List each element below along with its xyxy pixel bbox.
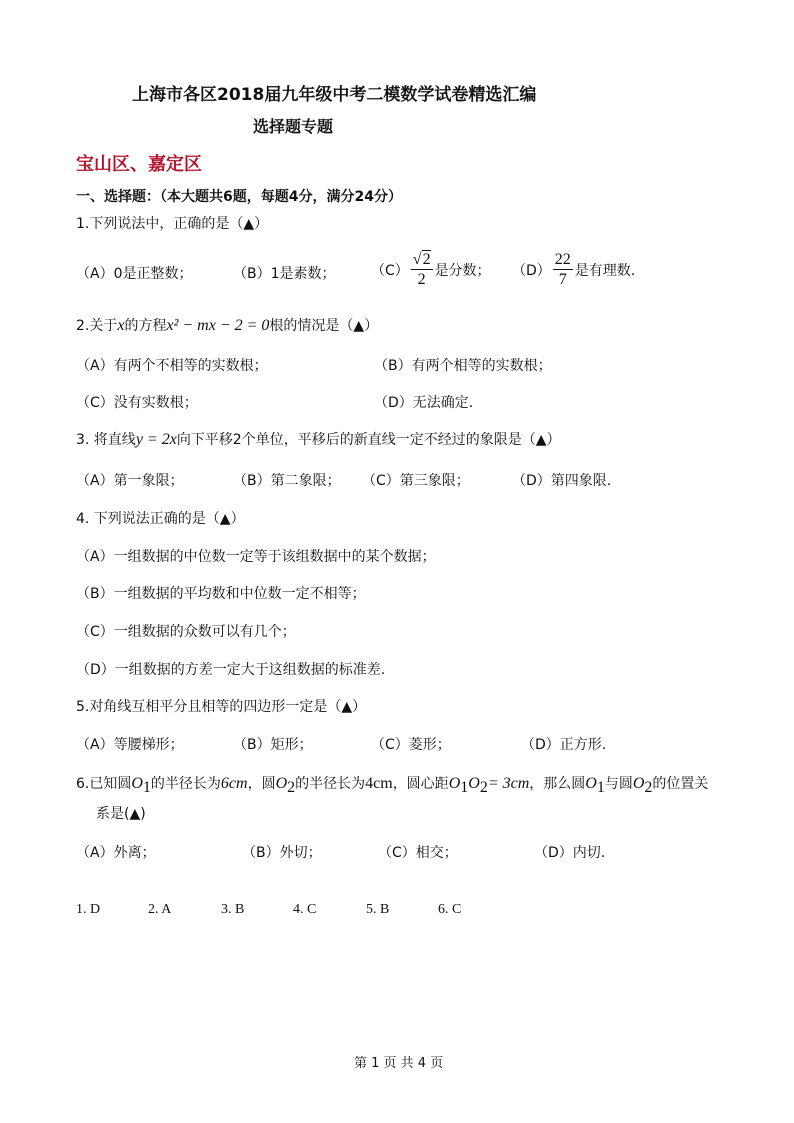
22-over-7-fraction: $\frac{22}{7}$: [554, 251, 571, 288]
sqrt-symbol: √2: [412, 251, 431, 268]
question-6-option-c: （C）相交；: [378, 845, 458, 861]
question-5-stem: 5.对角线互相平分且相等的四边形一定是（▲）: [76, 699, 367, 715]
question-6-option-d: （D）内切.: [534, 845, 606, 861]
question-1-option-d: [512, 250, 635, 289]
question-1-option-c: [371, 250, 491, 289]
answer-1: 1. D: [76, 902, 101, 917]
answer-5: 5. B: [366, 902, 390, 917]
document-subtitle: 选择题专题: [253, 117, 334, 136]
line-equation: y = 2x: [135, 431, 177, 448]
answer-6: 6. C: [438, 902, 462, 917]
question-4-stem: 4. 下列说法正确的是（▲）: [76, 511, 245, 527]
section-heading: 宝山区、嘉定区: [76, 154, 202, 175]
question-4-option-c: （C）一组数据的众数可以有几个；: [76, 624, 296, 640]
option-c-suffix: 是分数；: [434, 262, 491, 279]
question-2-option-d: （D）无法确定.: [374, 395, 474, 411]
question-3-stem: 3. 将直线y = 2x向下平移2个单位，平移后的新直线一定不经过的象限是（▲）: [76, 431, 561, 448]
part-heading: 一、选择题：（本大题共6题，每题4分，满分24分）: [76, 189, 402, 205]
answer-4: 4. C: [293, 902, 317, 917]
option-d-prefix: （D）: [512, 262, 551, 279]
quadratic-equation: x² − mx − 2 = 0: [166, 317, 270, 334]
question-1-option-b: （B）1是素数；: [233, 266, 336, 282]
question-5-option-c: （C）菱形；: [371, 737, 451, 753]
question-3-option-c: （C）第三象限；: [362, 473, 470, 489]
option-c-prefix: （C）: [371, 262, 409, 279]
answer-3: 3. B: [221, 902, 245, 917]
question-1-stem: 1.下列说法中，正确的是（▲）: [76, 216, 269, 232]
question-6-option-b: （B）外切；: [242, 845, 322, 861]
question-6-stem-line-2: 系是(▲): [96, 806, 146, 822]
document-title: 上海市各区2018届九年级中考二模数学试卷精选汇编: [132, 85, 537, 105]
question-2-stem: 2.关于x的方程x² − mx − 2 = 0根的情况是（▲）: [76, 317, 379, 334]
page-footer: 第 1 页 共 4 页: [354, 1056, 444, 1071]
question-4-option-d: （D）一组数据的方差一定大于这组数据的标准差.: [76, 662, 386, 678]
question-3-option-d: （D）第四象限.: [512, 473, 612, 489]
question-6-option-a: （A）外离；: [76, 845, 156, 861]
sqrt2-over-2-fraction: $\frac{√2}{2}$: [412, 251, 431, 288]
question-3-option-a: （A）第一象限；: [76, 473, 184, 489]
question-1-option-a: （A）0是正整数；: [76, 266, 193, 282]
question-5-option-a: （A）等腰梯形；: [76, 737, 184, 753]
question-5-option-b: （B）矩形；: [233, 737, 313, 753]
question-2-option-c: （C）没有实数根；: [76, 395, 198, 411]
option-d-suffix: 是有理数.: [574, 262, 636, 279]
question-6-stem-line-1: 6.已知圆$O_1$的半径长为6cm，圆$O_2$的半径长为4cm，圆心距$O_1O_2= 3cm$，那么圆$O_1$与圆$O_2$的位置关: [76, 775, 709, 796]
question-2-option-b: （B）有两个相等的实数根；: [374, 358, 552, 374]
question-4-option-b: （B）一组数据的平均数和中位数一定不相等；: [76, 586, 366, 602]
question-3-option-b: （B）第二象限；: [233, 473, 341, 489]
question-5-option-d: （D）正方形.: [521, 737, 607, 753]
answer-2: 2. A: [148, 902, 172, 917]
question-2-option-a: （A）有两个不相等的实数根；: [76, 358, 268, 374]
question-4-option-a: （A）一组数据的中位数一定等于该组数据中的某个数据；: [76, 549, 436, 565]
